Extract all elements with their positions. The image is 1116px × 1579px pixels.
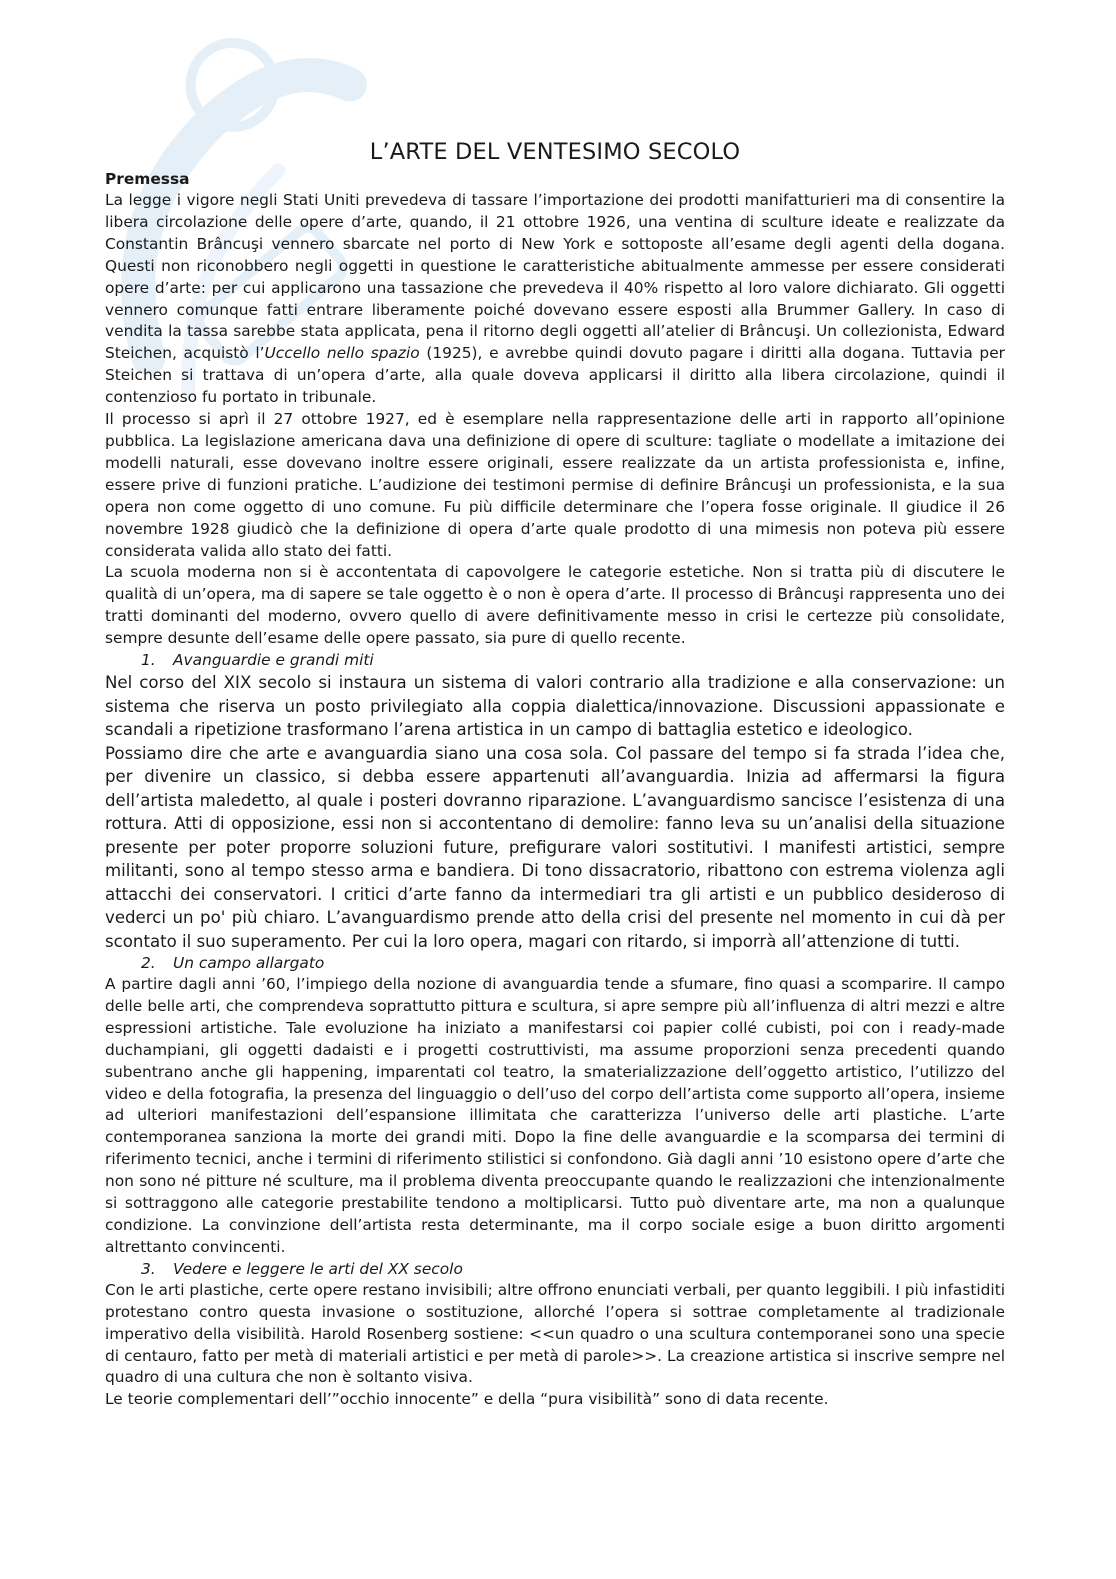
page-title: L’ARTE DEL VENTESIMO SECOLO (369, 139, 741, 165)
section-2-paragraph-1: A partire dagli anni ’60, l’impiego della nozione di avanguardia tende a sfumare, fino quasi a scomparire. Il campo delle belle arti, che comprendeva soprattutto pittura e scultura, si apre sempre più all’influenza di altri mezzi e altre espressioni artistiche. Tale evoluzione ha iniziato a manifestarsi coi papier collé cubisti, poi con i ready-made duchampiani, gli oggetti dadaisti e i progetti costruttivisti, ma assume proporzioni senza precedenti quando subentrano anche gli happening, imparentati col teatro, la smaterializzazione dell’oggetto artistico, l’utilizzo del video e della fotografia, la presenza del linguaggio o dell’uso del corpo dell’artista come supporto all’opera, insieme ad ulteriori manifestazioni dell’espansione illimitata che caratterizza l’universo delle arti plastiche. L’arte contemporanea sanziona la morte dei grandi miti. Dopo la fine delle avanguardie e la scomparsa dei termini di riferimento tecnici, anche i termini di riferimento stilistici si confondono. Già dagli anni ’10 esistono opere d’arte che non sono né pitture né sculture, ma il problema diventa preoccupante quando le realizzazioni che intenzionalmente si sottraggono alle categorie prestabilite tendono a moltiplicarsi. Tutto può diventare arte, ma non a qualunque condizione. La convinzione dell’artista resta determinante, ma il corpo sociale esige a buon diritto argomenti altrettanto convincenti. (105, 975, 1005, 1256)
section-3-paragraph-1: Con le arti plastiche, certe opere restano invisibili; altre offrono enunciati verbali, per quanto leggibili. I più infastiditi protestano contro questa invasione o sostituzione, allorché l’opera si sottrae completamente al tradizionale imperativo della visibilità. Harold Rosenberg sostiene: <<un quadro o una scultura contemporanei sono una specie di centauro, fatto per metà di materiali artistici e per metà di parole>>. La creazione artistica si inscrive sempre nel quadro di una cultura che non è soltanto visiva. (105, 1280, 1005, 1387)
section-1-heading: 1. Avanguardie e grandi miti (141, 651, 374, 670)
artwork-title: Uccello nello spazio (264, 344, 420, 363)
premessa-paragraph-3: La scuola moderna non si è accontentata di capovolgere le categorie estetiche. Non si tratta più di discutere le qualità di un’opera, ma di sapere se tale oggetto è o non è opera d’arte. Il processo di Brâncuşi rappresenta uno dei tratti dominanti del moderno, ovvero quello di avere definitivamente messo in crisi le certezze più consolidate, sempre desunte dell’esame delle opere passato, sia pure di quello recente. (105, 563, 1005, 648)
premessa-heading: Premessa (105, 170, 190, 188)
section-1-paragraph-2: Possiamo dire che arte e avanguardia siano una cosa sola. Col passare del tempo si fa strada l’idea che, per divenire un classico, si debba essere appartenuti all’avanguardia. Inizia ad affermarsi la figura dell’artista maledetto, al quale i posteri dovranno riparazione. L’avanguardismo sancisce l’esistenza di una rottura. Atti di opposizione, essi non si accontentano di demolire: fanno leva su un’analisi della situazione presente per poter proporre soluzioni future, prefigurare valori sostitutivi. I manifesti artistici, sempre militanti, sono al tempo stesso arma e bandiera. Di tono dissacratorio, ribattono con estrema violenza agli attacchi dei conservatori. I critici d’arte fanno da intermediari tra gli artisti e un pubblico desideroso di vederci un po' più chiaro. L’avanguardismo prende atto della crisi del presente nel momento in cui dà per scontato il suo superamento. Per cui la loro opera, magari con ritardo, si imporrà all’attenzione di tutti. (105, 743, 1005, 951)
section-1-paragraph-1: Nel corso del XIX secolo si instaura un sistema di valori contrario alla tradizione e alla conservazione: un sistema che riserva un posto privilegiato alla coppia dialettica/innovazione. Discussioni appassionate e scandali a ripetizione trasformano l’arena artistica in un campo di battaglia estetico e ideologico. (105, 673, 1005, 740)
section-3-heading: 3. Vedere e leggere le arti del XX secolo (141, 1259, 463, 1278)
section-3-paragraph-2: Le teorie complementari dell’”occhio innocente” e della “pura visibilità” sono di data recente. (105, 1390, 829, 1409)
document-page (105, 0, 1005, 1411)
section-2-heading: 2. Un campo allargato (141, 954, 325, 973)
premessa-paragraph-2: Il processo si aprì il 27 ottobre 1927, ed è esemplare nella rappresentazione delle arti in rapporto all’opinione pubblica. La legislazione americana dava una definizione di opere di sculture: tagliate o modellate a imitazione dei modelli naturali, esse dovevano inoltre essere originali, essere realizzate da un artista professionista e, infine, essere prive di funzioni pratiche. L’audizione dei testimoni permise di definire Brâncuşi un professionista, e la sua opera non come oggetto di uno comune. Fu più difficile determinare che l’opera fosse originale. Il giudice il 26 novembre 1928 giudicò che la definizione di opera d’arte quale prodotto di una mimesis non poteva più essere considerata valida allo stato dei fatti. (105, 410, 1005, 560)
premessa-paragraph-1: La legge i vigore negli Stati Uniti prevedeva di tassare l’importazione dei prodotti manifatturieri ma di consentire la libera circolazione delle opere d’arte, quando, il 21 ottobre 1926, una ventina di sculture ideate e realizzate da Constantin Brâncuşi vennero sbarcate nel porto di New York e sottoposte all’esame degli agenti della dogana. Questi non riconobbero negli oggetti in questione le caratteristiche abitualmente ammesse per essere considerati opere d’arte: per cui applicarono una tassazione che prevedeva il 40% rispetto al loro valore dichiarato. Gli oggetti vennero comunque fatti entrare liberamente poiché dovevano essere esposti alla Brummer Gallery. In caso di vendita la tassa sarebbe stata applicata, pena il ritorno degli oggetti all’atelier di Brâncuşi. Un collezionista, Edward Steichen, acquistò l’Uccello nello spazio (1925), e avrebbe quindi dovuto pagare i diritti alla dogana. Tuttavia per Steichen si trattava di un’opera d’arte, alla quale doveva applicarsi il diritto alla libera circolazione, quindi il contenzioso fu portato in tribunale. (105, 191, 1006, 407)
